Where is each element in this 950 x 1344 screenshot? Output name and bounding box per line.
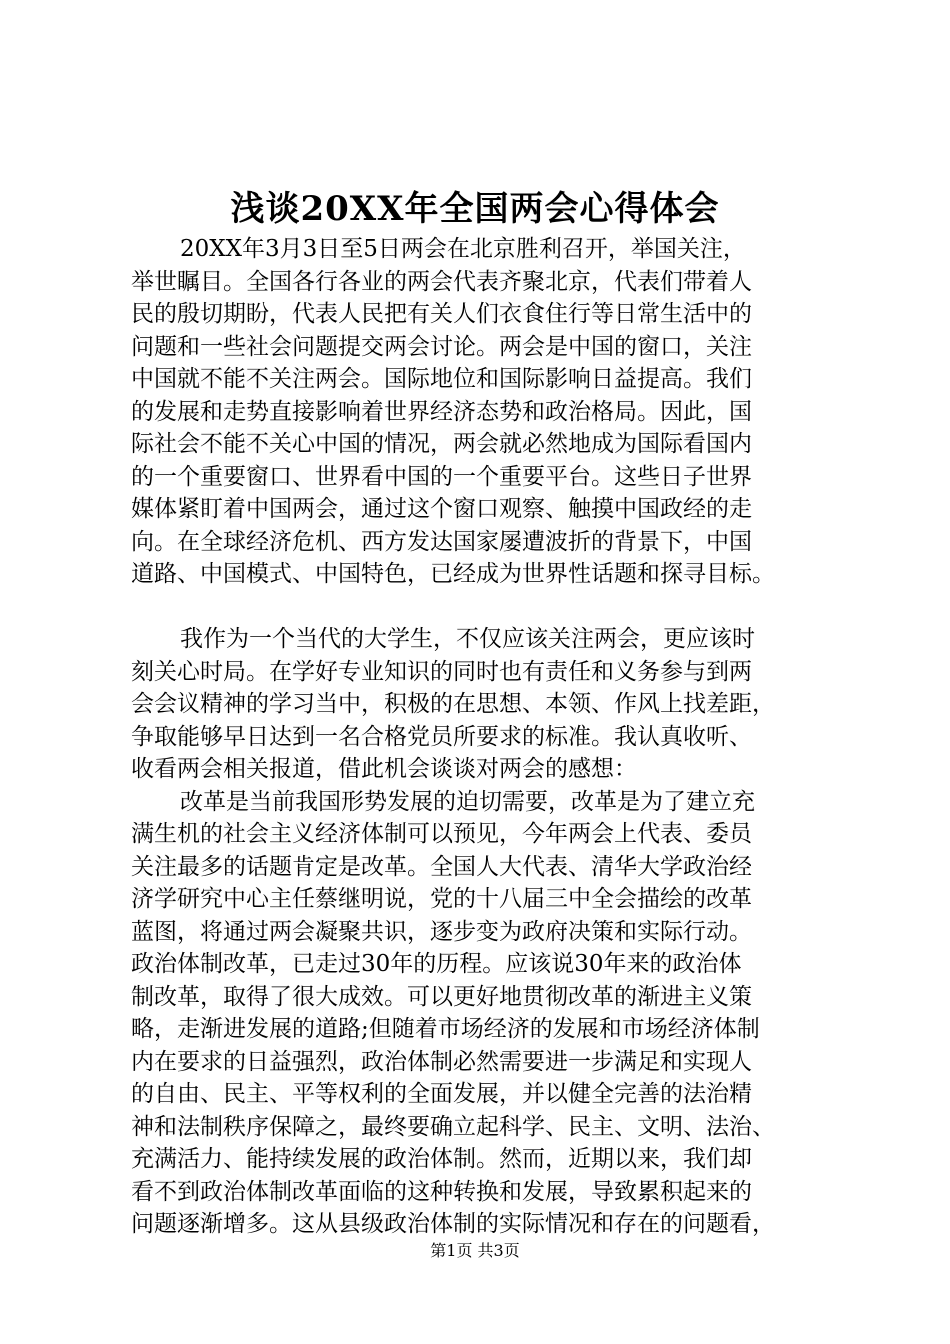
text-line: 充满活力、能持续发展的政治体制。然而，近期以来，我们却 [131,1146,752,1172]
text-line: 际社会不能不关心中国的情况，两会就必然地成为国际看国内 [131,431,752,457]
text-line: 关注最多的话题肯定是改革。全国人大代表、清华大学政治经 [131,853,752,880]
text-line: 20XX年3月3日至5日两会在北京胜利召开，举国关注， [180,236,746,262]
document-body [131,233,851,1241]
page-number: 第1页 共3页 [430,1241,520,1260]
text-line: 问题逐渐增多。这从县级政治体制的实际情况和存在的问题看， [131,1211,775,1237]
paragraph-1 [131,233,851,591]
text-line: 我作为一个当代的大学生，不仅应该关注两会，更应该时 [180,626,755,652]
text-line: 的自由、民主、平等权利的全面发展，并以健全完善的法治精 [131,1081,752,1107]
text-line: 收看两会相关报道，借此机会谈谈对两会的感想： [131,756,637,782]
text-line: 看不到政治体制改革面临的这种转换和发展，导致累积起来的 [131,1178,752,1205]
text-line: 刻关心时局。在学好专业知识的同时也有责任和义务参与到两 [131,658,752,685]
paragraph-3 [131,786,851,1241]
text-line: 问题和一些社会问题提交两会讨论。两会是中国的窗口，关注 [131,333,752,360]
text-line: 内在要求的日益强烈，政治体制必然需要进一步满足和实现人 [131,1048,752,1075]
text-line: 争取能够早日达到一名合格党员所要求的标准。我认真收听、 [131,723,752,750]
text-line: 的发展和走势直接影响着世界经济态势和政治格局。因此，国 [131,398,752,425]
text-line: 制改革，取得了很大成效。可以更好地贯彻改革的渐进主义策 [131,983,752,1010]
text-line: 会会议精神的学习当中，积极的在思想、本领、作风上找差距， [131,691,775,717]
text-line: 举世瞩目。全国各行各业的两会代表齐聚北京，代表们带着人 [131,268,752,295]
text-line: 略，走渐进发展的道路;但随着市场经济的发展和市场经济体制 [131,1016,760,1042]
text-line: 民的殷切期盼，代表人民把有关人们衣食住行等日常生活中的 [131,301,752,327]
text-line: 向。在全球经济危机、西方发达国家屡遭波折的背景下，中国 [131,528,752,555]
paragraph-spacer [131,591,851,624]
text-line: 神和法制秩序保障之，最终要确立起科学、民主、文明、法治、 [131,1113,775,1140]
text-line: 满生机的社会主义经济体制可以预见，今年两会上代表、委员 [131,821,752,847]
document-title: 浅谈20XX年全国两会心得体会 [230,189,720,229]
text-line: 的一个重要窗口、世界看中国的一个重要平台。这些日子世界 [131,463,752,490]
text-line: 道路、中国模式、中国特色，已经成为世界性话题和探寻目标。 [131,561,775,587]
text-line: 政治体制改革，已走过30年的历程。应该说30年来的政治体 [131,951,742,977]
text-line: 济学研究中心主任蔡继明说，党的十八届三中全会描绘的改革 [131,886,752,912]
text-line: 中国就不能不关注两会。国际地位和国际影响日益提高。我们 [131,366,752,392]
text-line: 改革是当前我国形势发展的迫切需要，改革是为了建立充 [180,788,755,815]
text-line: 媒体紧盯着中国两会，通过这个窗口观察、触摸中国政经的走 [131,496,752,522]
paragraph-2 [131,623,851,786]
text-line: 蓝图，将通过两会凝聚共识，逐步变为政府决策和实际行动。 [131,918,752,945]
